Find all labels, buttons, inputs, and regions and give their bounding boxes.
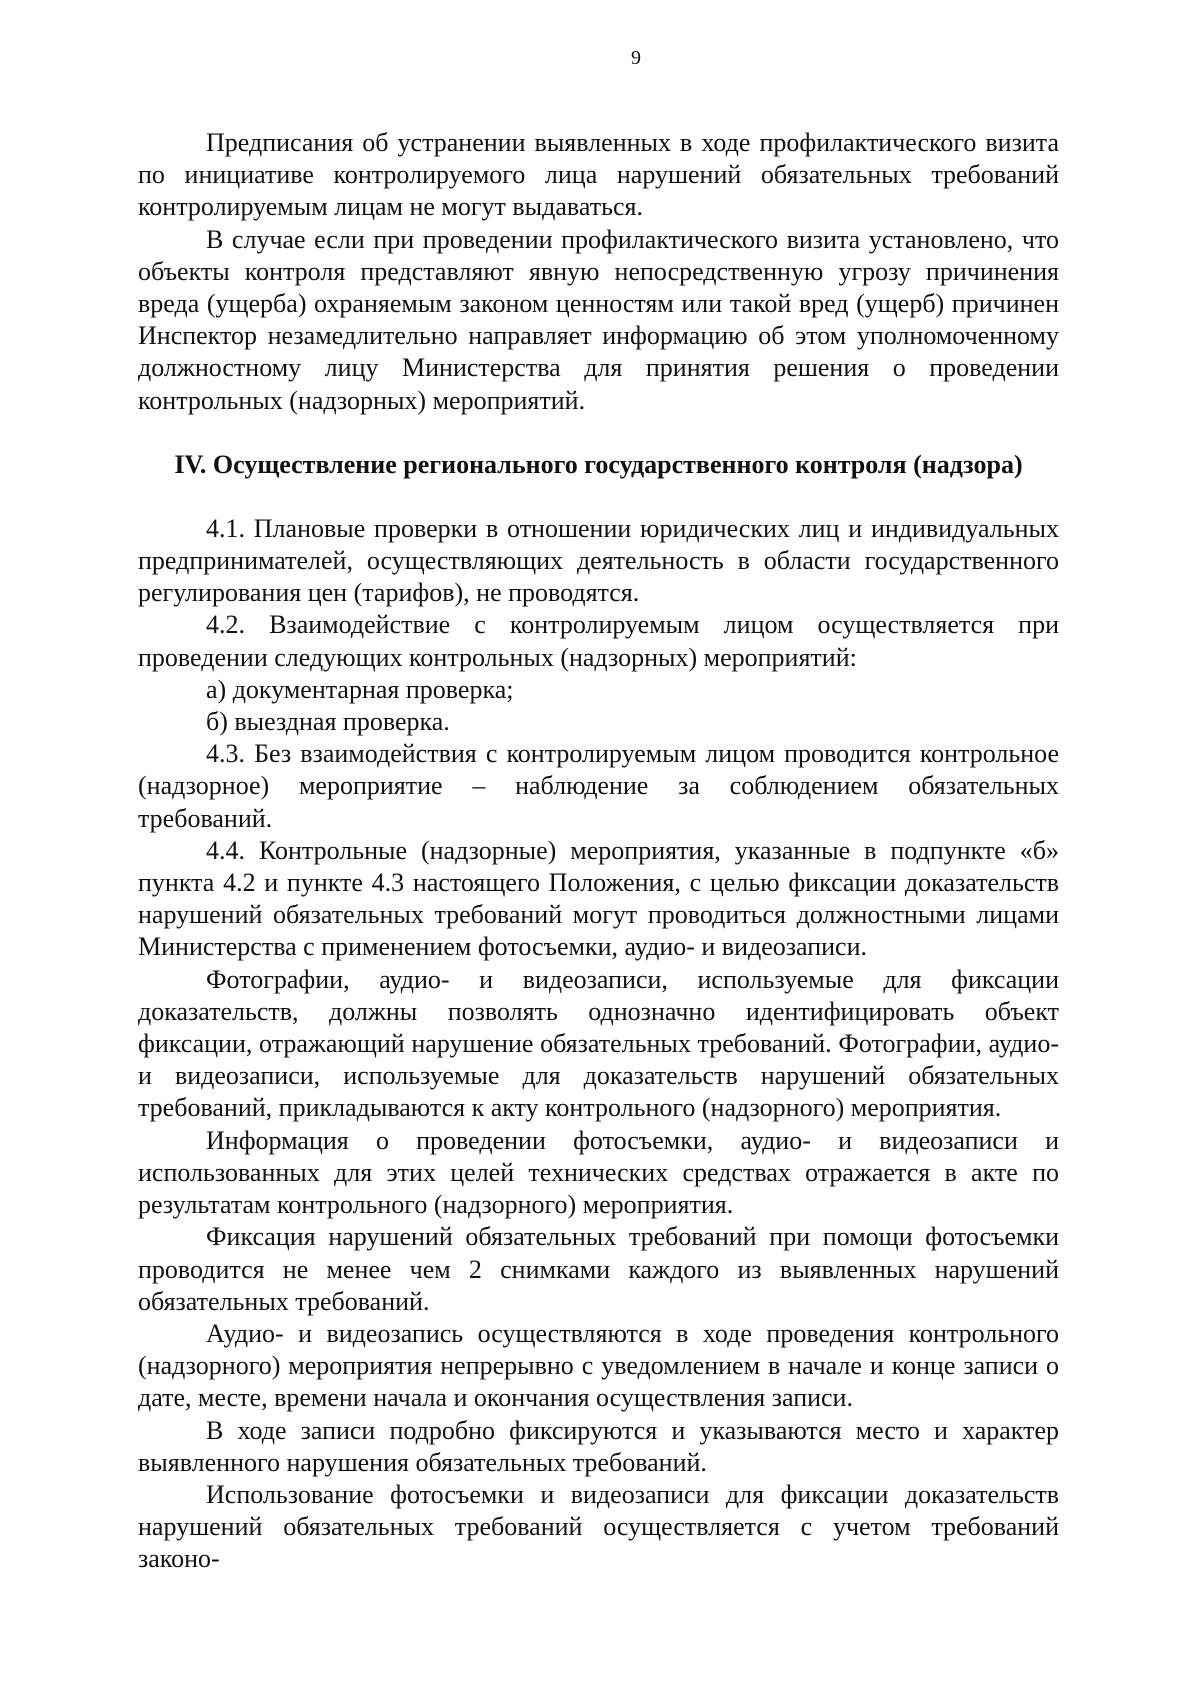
paragraph-fixation: Фиксация нарушений обязательных требований при помощи фотосъемки проводится не менее чем 2 снимками каждого из выявленных нарушений обязательных требований. xyxy=(138,1222,1059,1316)
list-item-b: б) выездная проверка. xyxy=(206,707,450,737)
paragraph-4-4: 4.4. Контрольные (надзорные) мероприятия, указанные в подпункте «б» пункта 4.2 и пункте 4.3 настоящего Положения, с целью фиксации доказательств нарушений обязательных требований могут проводиться должностными лицами Министерства с применением фотосъемки, аудио- и видеозаписи. xyxy=(138,835,1059,962)
paragraph-4-3: 4.3. Без взаимодействия с контролируемым лицом проводится контрольное (надзорное) мероприятие – наблюдение за соблюдением обязательных требований. xyxy=(138,739,1059,833)
paragraph-information: Информация о проведении фотосъемки, аудио- и видеозаписи и использованных для этих целей технических средствах отражается в акте по результатам контрольного (надзорного) мероприятия. xyxy=(138,1125,1059,1220)
section-heading: IV. Осуществление регионального государственного контроля (надзора) xyxy=(174,449,1023,479)
list-item-a: а) документарная проверка; xyxy=(206,674,514,704)
paragraph-prescriptions: Предписания об устранении выявленных в ходе профилактического визита по инициативе контролируемого лица нарушений обязательных требований контролируемым лицам не могут выдаваться. xyxy=(138,128,1059,222)
page-number: 9 xyxy=(631,47,641,69)
paragraph-4-1: 4.1. Плановые проверки в отношении юридических лиц и индивидуальных предпринимателей, осуществляющих деятельность в области государственного регулирования цен (тарифов), не проводятся. xyxy=(138,513,1059,608)
paragraph-photos: Фотографии, аудио- и видеозаписи, используемые для фиксации доказательств, должны позволять однозначно идентифицировать объект фиксации, отражающий нарушение обязательных требований. Фотографии, аудио- и видеозаписи, используемые для доказательств нарушений обязательных требований, прикладываются к акту контрольного (надзорного) мероприятия. xyxy=(138,964,1059,1123)
paragraph-threat-case: В случае если при проведении профилактического визита установлено, что объекты контроля представляют явную непосредственную угрозу причинения вреда (ущерба) охраняемым законом ценностям или такой вред (ущерб) причинен Инспектор незамедлительно направляет информацию об этом уполномоченному должностному лицу Министерства для принятия решения о проведении контрольных (надзорных) мероприятий. xyxy=(138,224,1059,415)
paragraph-usage: Использование фотосъемки и видеозаписи для фиксации доказательств нарушений обязательных требований осуществляется с учетом требований законо- xyxy=(138,1479,1059,1574)
paragraph-4-2: 4.2. Взаимодействие с контролируемым лицом осуществляется при проведении следующих контрольных (надзорных) мероприятий: xyxy=(138,610,1059,672)
document-body xyxy=(138,127,1059,1576)
paragraph-audio-video: Аудио- и видеозапись осуществляются в ходе проведения контрольного (надзорного) мероприятия непрерывно с уведомлением в начале и конце записи о дате, месте, времени начала и окончания осуществления записи. xyxy=(138,1318,1059,1413)
paragraph-recording: В ходе записи подробно фиксируются и указываются место и характер выявленного нарушения обязательных требований. xyxy=(138,1415,1059,1477)
